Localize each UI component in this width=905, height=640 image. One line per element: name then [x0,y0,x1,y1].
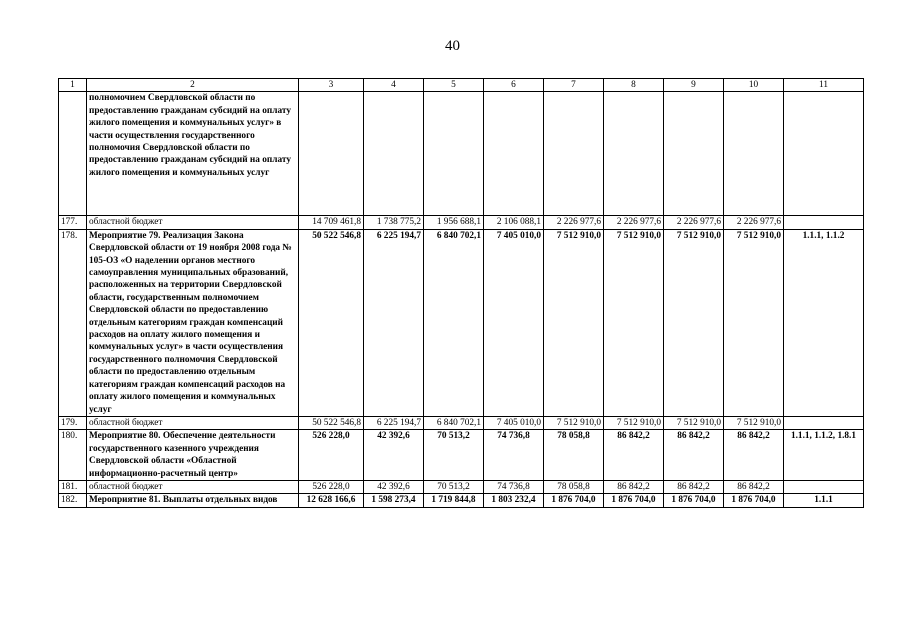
value-year: 1 876 704,0 [664,494,724,507]
value-total: 50 522 546,8 [299,416,364,429]
value-year: 1 956 688,1 [424,216,484,229]
column-number: 2 [87,79,299,92]
value-total: 12 628 166,6 [299,494,364,507]
table-row [59,416,864,429]
activity-name: Мероприятие 79. Реализация Закона Свердловской области от 19 ноября 2008 года № 105-ОЗ «О наделении органов местного самоуправления муниципальных образований, расположенных на территории Свердловской области, государственным полномочием Свердловской области по предоставлению отдельным категориям граждан компенсаций расходов на оплату жилого помещения и коммунальных услуг» в части осуществления государственного полномочия Свердловской области по предоставлению отдельным категориям граждан компенсаций расходов на оплату жилого помещения и коммунальных услуг [87,229,299,416]
value-year: 86 842,2 [724,430,784,481]
value-year: 1 876 704,0 [724,494,784,507]
value-year: 74 736,8 [484,430,544,481]
value-year: 6 225 194,7 [364,229,424,416]
value-year: 78 058,8 [544,480,604,493]
column-number: 4 [364,79,424,92]
value-year: 2 226 977,6 [604,216,664,229]
column-number-row [59,79,864,92]
activity-name: полномочием Свердловской области по предоставлению гражданам субсидий на оплату жилого помещения и коммунальных услуг» в части осуществления государственного полномочия Свердловской области по предоставлению гражданам субсидий на оплату жилого помещения и коммунальных услуг [87,92,299,216]
value-year: 78 058,8 [544,430,604,481]
row-number: 180. [59,430,87,481]
value-total: 526 228,0 [299,480,364,493]
value-year: 1 876 704,0 [604,494,664,507]
activity-name: областной бюджет [87,416,299,429]
column-number: 11 [784,79,864,92]
value-year: 70 513,2 [424,430,484,481]
value-year: 6 840 702,1 [424,229,484,416]
value-year: 86 842,2 [664,480,724,493]
value-year: 1 876 704,0 [544,494,604,507]
column-number: 3 [299,79,364,92]
value-year: 7 512 910,0 [724,416,784,429]
target-indicators: 1.1.1, 1.1.2, 1.8.1 [784,430,864,481]
value-year: 7 512 910,0 [664,229,724,416]
value-year: 2 106 088,1 [484,216,544,229]
table-row [59,229,864,416]
row-number: 179. [59,416,87,429]
target-indicators: 1.1.1, 1.1.2 [784,229,864,416]
value-total: 14 709 461,8 [299,216,364,229]
column-number: 7 [544,79,604,92]
column-number: 6 [484,79,544,92]
row-number: 182. [59,494,87,507]
value-year: 7 512 910,0 [724,229,784,416]
value-year: 2 226 977,6 [544,216,604,229]
target-indicators [784,216,864,229]
value-total: 50 522 546,8 [299,229,364,416]
value-year: 1 803 232,4 [484,494,544,507]
column-number: 1 [59,79,87,92]
value-year: 86 842,2 [604,480,664,493]
table-row [59,430,864,481]
value-year: 7 405 010,0 [484,229,544,416]
value-year: 7 512 910,0 [544,416,604,429]
value-year: 7 512 910,0 [664,416,724,429]
column-number: 5 [424,79,484,92]
table-row-continuation [59,92,864,216]
value-year: 6 225 194,7 [364,416,424,429]
target-indicators: 1.1.1 [784,494,864,507]
value-year: 86 842,2 [604,430,664,481]
program-activities-table [58,78,864,508]
value-year: 1 598 273,4 [364,494,424,507]
row-number: 181. [59,480,87,493]
activity-name: областной бюджет [87,216,299,229]
column-number: 10 [724,79,784,92]
table-row [59,216,864,229]
row-number: 178. [59,229,87,416]
value-year: 2 226 977,6 [664,216,724,229]
table-row [59,494,864,507]
value-year: 86 842,2 [724,480,784,493]
page-number: 40 [445,38,460,54]
value-year: 1 738 775,2 [364,216,424,229]
value-year: 70 513,2 [424,480,484,493]
activity-name: областной бюджет [87,480,299,493]
column-number: 9 [664,79,724,92]
table-row [59,480,864,493]
value-year: 7 512 910,0 [544,229,604,416]
value-year: 7 512 910,0 [604,229,664,416]
value-total: 526 228,0 [299,430,364,481]
target-indicators [784,480,864,493]
column-number: 8 [604,79,664,92]
value-year: 2 226 977,6 [724,216,784,229]
value-year: 74 736,8 [484,480,544,493]
activity-name: Мероприятие 80. Обеспечение деятельности государственного казенного учреждения Свердловской области «Областной информационно-расчетный центр» [87,430,299,481]
target-indicators [784,416,864,429]
value-year: 1 719 844,8 [424,494,484,507]
value-year: 7 405 010,0 [484,416,544,429]
row-number: 177. [59,216,87,229]
value-year: 42 392,6 [364,430,424,481]
value-year: 6 840 702,1 [424,416,484,429]
activity-name: Мероприятие 81. Выплаты отдельных видов [87,494,299,507]
value-year: 42 392,6 [364,480,424,493]
value-year: 86 842,2 [664,430,724,481]
value-year: 7 512 910,0 [604,416,664,429]
